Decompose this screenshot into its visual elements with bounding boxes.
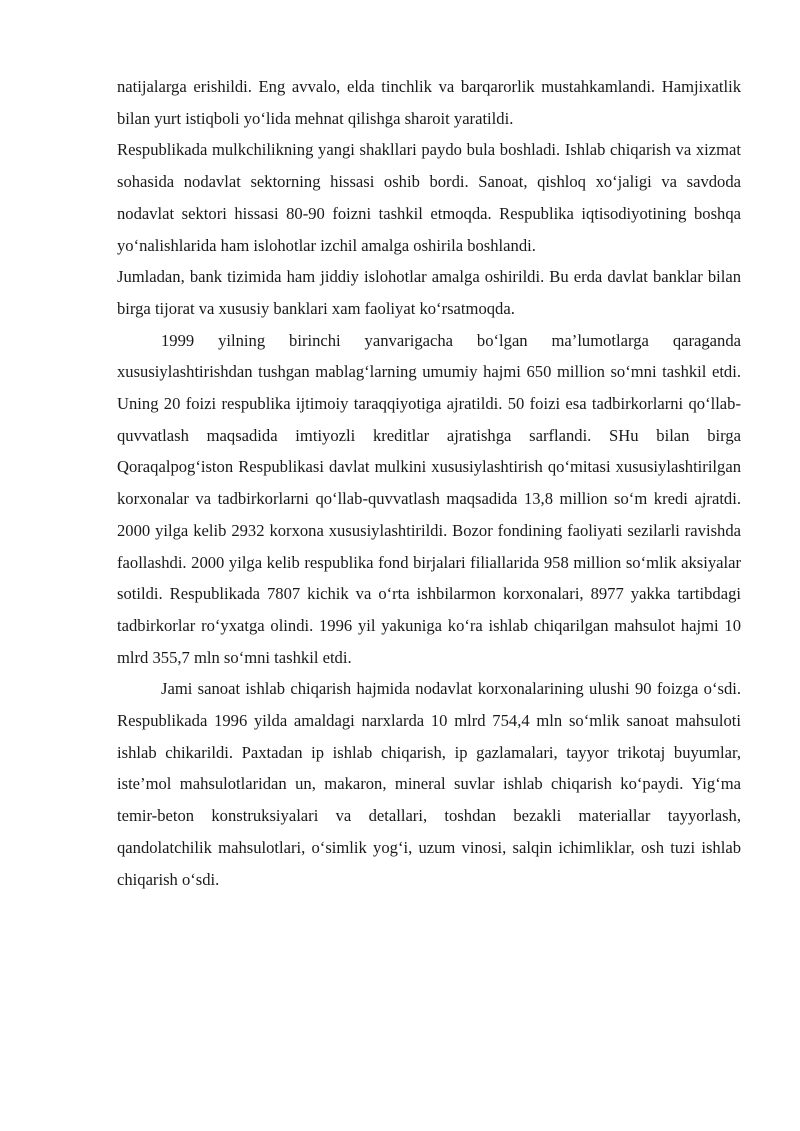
paragraph-4: 1999 yilning birinchi yanvarigacha bo‘lgan ma’lumotlarga qaraganda xususiylashtirishdan tushgan mablag‘larning umumiy hajmi 650 million so‘mni tashkil etdi. Uning 20 foizi respublika ijtimoiy taraqqiyotiga ajratildi. 50 foizi esa tadbirkorlarni qo‘llab-quvvatlash maqsadida imtiyozli kreditlar ajratishga sarflandi. SHu bilan birga Qoraqalpog‘iston Respublikasi davlat mulkini xususiylashtirish qo‘mitasi xususiylashtirilgan korxonalar va tadbirkorlarni qo‘llab-quvvatlash maqsadida 13,8 million so‘m kredi ajratdi. 2000 yilga kelib 2932 korxona xususiylashtirildi. Bozor fondining faoliyati sezilarli ravishda faollashdi. 2000 yilga kelib respublika fond birjalari filiallarida 958 million so‘mlik aksiyalar sotildi. Respublikada 7807 kichik va o‘rta ishbilarmon korxonalari, 8977 yakka tartibdagi tadbirkorlar ro‘yxatga olindi. 1996 yil yakuniga ko‘ra ishlab chiqarilgan mahsulot hajmi 10 mlrd 355,7 mln so‘mni tashkil etdi. — [117, 330, 741, 667]
paragraph-1: natijalarga erishildi. Eng avvalo, elda tinchlik va barqarorlik mustahkamlandi. Hamjixatlik bilan yurt istiqboli yo‘lida mehnat qilishga sharoit yaratildi. — [117, 77, 741, 128]
paragraph-3: Jumladan, bank tizimida ham jiddiy islohotlar amalga oshirildi. Bu erda davlat banklar bilan birga tijorat va xususiy banklari xam faoliyat ko‘rsatmoqda. — [117, 267, 741, 318]
paragraph-5: Jami sanoat ishlab chiqarish hajmida nodavlat korxonalarining ulushi 90 foizga o‘sdi. Respublikada 1996 yilda amaldagi narxlarda 10 mlrd 754,4 mln so‘mlik sanoat mahsuloti ishlab chikarildi. Paxtadan ip ishlab chiqarish, ip gazlamalari, tayyor trikotaj buyumlar, iste’mol mahsulotlaridan un, makaron, mineral suvlar ishlab chiqarish ko‘paydi. Yig‘ma temir-beton konstruksiyalari va detallari, toshdan bezakli materiallar tayyorlash, qandolatchilik mahsulotlari, o‘simlik yog‘i, uzum vinosi, salqin ichimliklar, osh tuzi ishlab chiqarish o‘sdi. — [117, 679, 741, 889]
paragraph-2: Respublikada mulkchilikning yangi shakllari paydo bula boshladi. Ishlab chiqarish va xizmat sohasida nodavlat sektorning hissasi oshib bordi. Sanoat, qishloq xo‘jaligi va savdoda nodavlat sektori hissasi 80-90 foizni tashkil etmoqda. Respublika iqtisodiyotining boshqa yo‘nalishlarida ham islohotlar izchil amalga oshirila boshlandi. — [117, 140, 741, 255]
document-body — [117, 71, 741, 895]
